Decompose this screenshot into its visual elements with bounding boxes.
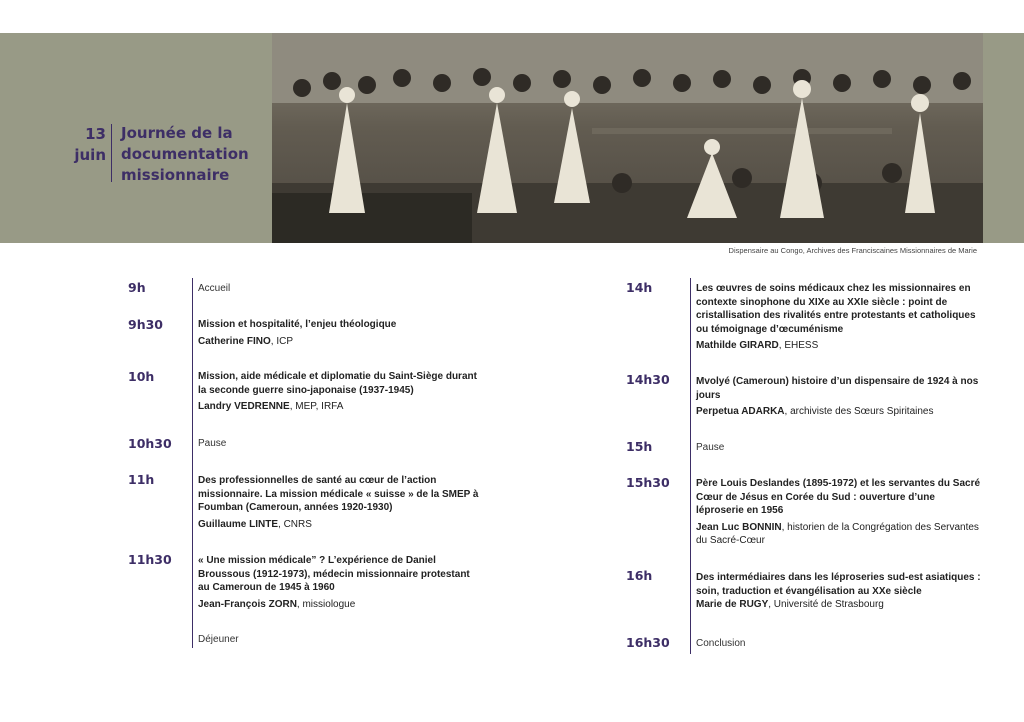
time-9h: 9h [128, 280, 146, 295]
speaker [198, 598, 483, 612]
speaker-affiliation: , EHESS [778, 340, 819, 351]
speaker-affiliation: , historien de la Congrégation des Servantes du Sacré-Cœur [696, 521, 979, 546]
session-title: Des professionnelles de santé au cœur de l’action missionnaire. La mission médicale « suisse » de la SMEP à Foumban (Cameroun, années 1920-1930) [198, 475, 479, 513]
session-11h [198, 474, 483, 531]
session-15h30 [696, 477, 981, 548]
session-title: Mission, aide médicale et diplomatie du Saint-Siège durant la seconde guerre sino-japonaise (1937-1945) [198, 371, 477, 396]
session-title: Pause [198, 438, 227, 449]
archive-photo [272, 33, 983, 243]
session-title: Des intermédiaires dans les léproseries sud-est asiatiques : soin, traduction et évangélisation au XXe siècle [696, 572, 981, 597]
photo-caption: Dispensaire au Congo, Archives des Franciscaines Missionnaires de Marie [728, 246, 977, 255]
session-title: Pause [696, 442, 725, 453]
speaker [696, 521, 981, 548]
session-title: Mvolyé (Cameroun) histoire d’un dispensaire de 1924 à nos jours [696, 376, 979, 401]
session-title: Père Louis Deslandes (1895-1972) et les servantes du Sacré Cœur de Jésus en Corée du Sud : ouverture d’une léproserie en 1956 [696, 478, 981, 516]
session-title: Accueil [198, 283, 231, 294]
session-title: Conclusion [696, 638, 746, 649]
speaker [198, 400, 483, 414]
speaker-affiliation: , ICP [270, 335, 294, 347]
speaker [696, 339, 981, 353]
session-conclusion [696, 637, 981, 651]
session-title: « Une mission médicale” ? L’expérience de Daniel Broussous (1912-1973), médecin missionnaire protestant au Cameroun de 1945 à 1960 [198, 555, 470, 593]
time-15h30: 15h30 [626, 475, 670, 490]
event-title [121, 123, 271, 186]
session-title: Déjeuner [198, 634, 239, 645]
time-16h: 16h [626, 568, 653, 583]
time-14h: 14h [626, 280, 653, 295]
speaker-affiliation: , missiologue [296, 598, 356, 610]
speaker-affiliation: , archiviste des Sœurs Spiritaines [784, 406, 934, 417]
session-9h30 [198, 318, 483, 348]
speaker-affiliation: , CNRS [278, 518, 312, 530]
speaker-name: Perpetua ADARKA [696, 406, 785, 417]
speaker-name: Guillaume LINTE [198, 518, 279, 530]
speaker-affiliation: , MEP, IRFA [289, 401, 344, 412]
time-15h: 15h [626, 439, 653, 454]
left-column-divider [192, 278, 193, 648]
speaker-affiliation: , Université de Strasbourg [768, 599, 884, 610]
session-16h [696, 571, 981, 612]
time-11h: 11h [128, 472, 155, 487]
speaker [696, 598, 981, 612]
session-14h [696, 282, 981, 353]
speaker-name: Jean Luc BONNIN [696, 521, 782, 533]
speaker-name: Marie de RUGY [696, 599, 769, 610]
date-day: 13 [85, 125, 106, 143]
speaker-name: Mathilde GIRARD [696, 340, 779, 351]
title-line-3: missionnaire [121, 166, 230, 184]
session-title: Les œuvres de soins médicaux chez les missionnaires en contexte sinophone du XIXe au XXIe siècle : point de cristallisation des rivalités entre protestants et catholiques ou témoignage d’œcuménisme [696, 283, 976, 335]
session-title: Mission et hospitalité, l’enjeu théologique [198, 319, 397, 330]
time-14h30: 14h30 [626, 372, 670, 387]
archive-photo-image [272, 33, 983, 243]
time-11h30: 11h30 [128, 552, 172, 567]
session-pause-2 [696, 441, 981, 455]
time-9h30: 9h30 [128, 317, 163, 332]
time-10h30: 10h30 [128, 436, 172, 451]
title-line-2: documentation [121, 145, 249, 163]
time-16h30: 16h30 [626, 635, 670, 650]
session-10h [198, 370, 483, 414]
speaker [198, 335, 483, 349]
session-accueil [198, 282, 483, 296]
title-line-1: Journée de la [121, 124, 233, 142]
date-month: juin [74, 146, 106, 164]
right-column-divider [690, 278, 691, 654]
session-pause-1 [198, 437, 483, 451]
date-divider [111, 124, 112, 182]
speaker-name: Catherine FINO [198, 335, 271, 347]
session-dejeuner [198, 633, 483, 647]
speaker-name: Jean-François ZORN [198, 598, 297, 610]
session-11h30 [198, 554, 483, 611]
speaker [696, 405, 981, 419]
time-10h: 10h [128, 369, 155, 384]
session-14h30 [696, 375, 981, 419]
event-date [60, 124, 106, 166]
speaker [198, 518, 483, 532]
speaker-name: Landry VEDRENNE [198, 401, 290, 412]
